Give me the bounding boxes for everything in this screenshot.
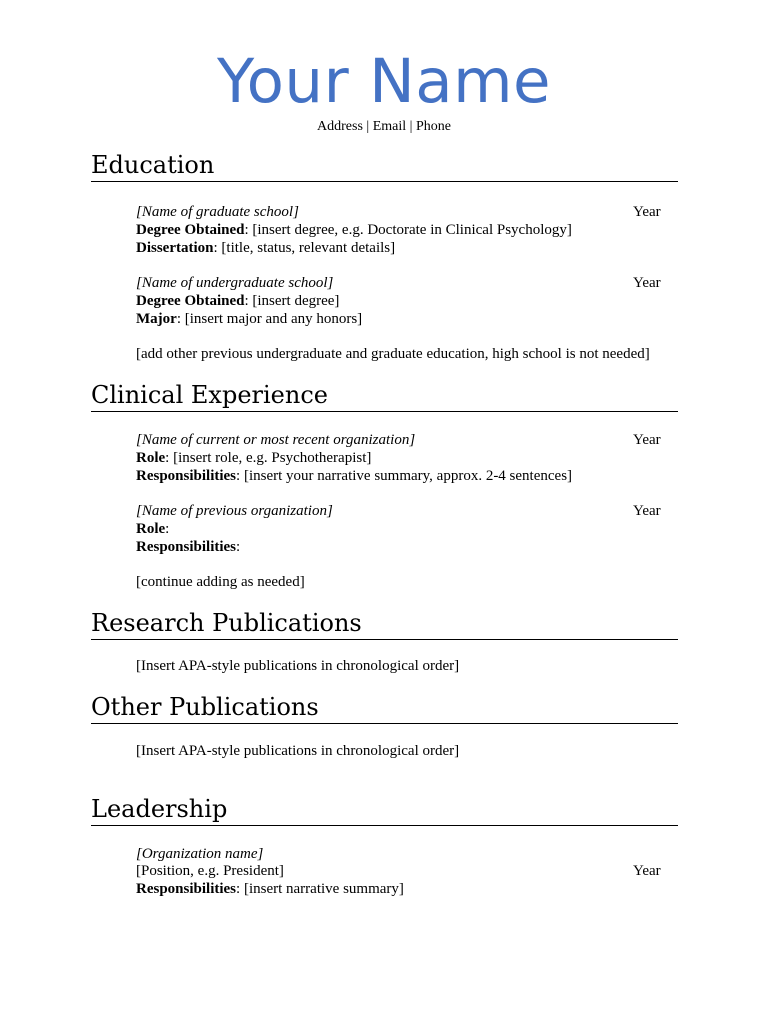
current-year: Year bbox=[633, 432, 661, 448]
undergrad-major-label: Major bbox=[136, 311, 177, 327]
grad-dissertation-label: Dissertation bbox=[136, 240, 214, 256]
undergrad-degree bbox=[136, 292, 676, 310]
leadership-position: [Position, e.g. President] bbox=[136, 863, 284, 879]
other-text: [Insert APA-style publications in chronological order] bbox=[136, 743, 460, 759]
contact-line: Address | Email | Phone bbox=[317, 119, 451, 134]
leadership-responsibilities bbox=[136, 880, 676, 898]
undergrad-major-value: : [insert major and any honors] bbox=[176, 311, 363, 327]
undergrad-school: [Name of undergraduate school] bbox=[136, 275, 334, 291]
research-heading: Research Publications bbox=[91, 609, 678, 640]
grad-degree bbox=[136, 221, 676, 239]
resume-name: Your Name bbox=[216, 46, 552, 117]
grad-year: Year bbox=[633, 204, 661, 220]
current-resp-value: : [insert your narrative summary, approx. 2-4 sentences] bbox=[236, 468, 573, 484]
leadership-heading: Leadership bbox=[91, 795, 678, 826]
leadership-resp-label: Responsibilities bbox=[136, 881, 237, 897]
previous-role-value: : bbox=[165, 521, 170, 537]
other-heading: Other Publications bbox=[91, 693, 678, 724]
previous-org: [Name of previous organization] bbox=[136, 503, 333, 519]
current-resp-label: Responsibilities bbox=[136, 468, 237, 484]
grad-degree-label: Degree Obtained bbox=[136, 222, 245, 238]
current-role-value: : [insert role, e.g. Psychotherapist] bbox=[165, 450, 372, 466]
previous-role-label: Role bbox=[136, 521, 166, 537]
research-text: [Insert APA-style publications in chronological order] bbox=[136, 658, 460, 674]
leadership-resp-value: : [insert narrative summary] bbox=[236, 881, 404, 897]
current-org: [Name of current or most recent organization] bbox=[136, 432, 416, 448]
grad-dissertation-value: : [title, status, relevant details] bbox=[213, 240, 396, 256]
clinical-note: [continue adding as needed] bbox=[136, 574, 305, 590]
previous-year: Year bbox=[633, 503, 661, 519]
undergrad-year: Year bbox=[633, 275, 661, 291]
grad-school: [Name of graduate school] bbox=[136, 204, 299, 220]
current-role-label: Role bbox=[136, 450, 166, 466]
education-note: [add other previous undergraduate and graduate education, high school is not needed] bbox=[136, 346, 650, 362]
education-heading: Education bbox=[91, 151, 678, 182]
grad-degree-value: : [insert degree, e.g. Doctorate in Clinical Psychology] bbox=[244, 222, 572, 238]
previous-resp-label: Responsibilities bbox=[136, 539, 237, 555]
undergrad-major bbox=[136, 310, 676, 328]
previous-resp-value: : bbox=[236, 539, 241, 555]
undergrad-degree-value: : [insert degree] bbox=[244, 293, 340, 309]
undergrad-degree-label: Degree Obtained bbox=[136, 293, 245, 309]
previous-role bbox=[136, 520, 676, 538]
grad-dissertation bbox=[136, 239, 676, 257]
previous-responsibilities bbox=[136, 538, 676, 556]
current-role bbox=[136, 449, 676, 467]
current-responsibilities bbox=[136, 467, 676, 485]
leadership-year: Year bbox=[633, 863, 661, 879]
leadership-org: [Organization name] bbox=[136, 846, 264, 862]
clinical-heading: Clinical Experience bbox=[91, 381, 678, 412]
